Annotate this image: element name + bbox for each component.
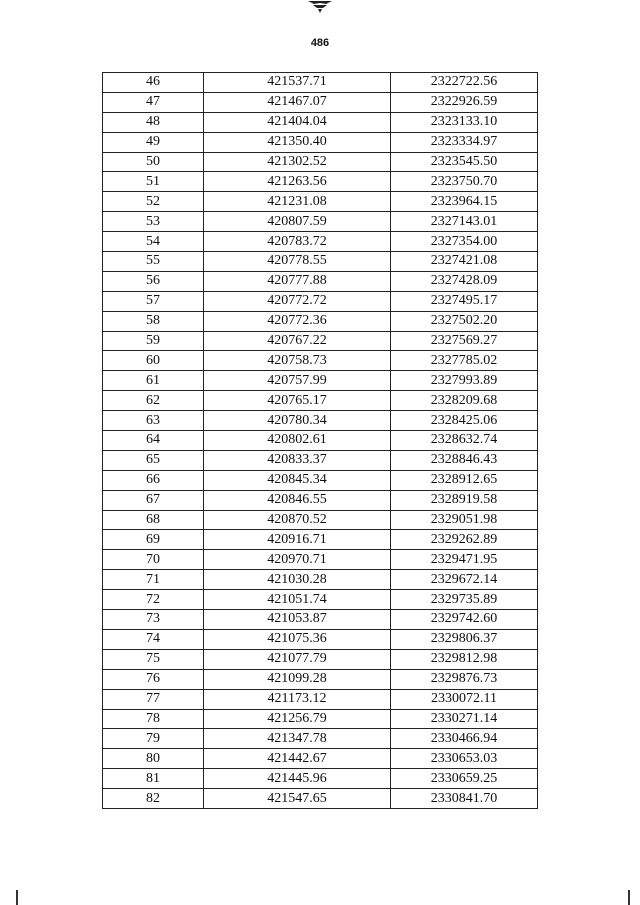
x-coordinate-cell: 420802.61: [204, 431, 391, 451]
point-number-cell: 67: [103, 490, 204, 510]
x-coordinate-cell: 420780.34: [204, 411, 391, 431]
x-coordinate-cell: 421442.67: [204, 749, 391, 769]
point-number-cell: 82: [103, 789, 204, 809]
y-coordinate-cell: 2327785.02: [391, 351, 538, 371]
point-number-cell: 52: [103, 192, 204, 212]
x-coordinate-cell: 420777.88: [204, 271, 391, 291]
point-number-cell: 56: [103, 271, 204, 291]
y-coordinate-cell: 2323750.70: [391, 172, 538, 192]
x-coordinate-cell: 421231.08: [204, 192, 391, 212]
y-coordinate-cell: 2329051.98: [391, 510, 538, 530]
x-coordinate-cell: 420970.71: [204, 550, 391, 570]
coordinates-table-body: [103, 73, 538, 809]
table-row: [103, 530, 538, 550]
x-coordinate-cell: 421404.04: [204, 112, 391, 132]
table-row: [103, 649, 538, 669]
point-number-cell: 55: [103, 252, 204, 272]
table-row: [103, 92, 538, 112]
x-coordinate-cell: 421099.28: [204, 669, 391, 689]
point-number-cell: 59: [103, 331, 204, 351]
table-row: [103, 749, 538, 769]
table-row: [103, 510, 538, 530]
point-number-cell: 63: [103, 411, 204, 431]
x-coordinate-cell: 420757.99: [204, 371, 391, 391]
x-coordinate-cell: 420916.71: [204, 530, 391, 550]
table-row: [103, 331, 538, 351]
x-coordinate-cell: 421467.07: [204, 92, 391, 112]
y-coordinate-cell: 2329262.89: [391, 530, 538, 550]
table-row: [103, 629, 538, 649]
point-number-cell: 76: [103, 669, 204, 689]
point-number-cell: 71: [103, 570, 204, 590]
point-number-cell: 47: [103, 92, 204, 112]
table-row: [103, 112, 538, 132]
y-coordinate-cell: 2330271.14: [391, 709, 538, 729]
table-row: [103, 192, 538, 212]
y-coordinate-cell: 2328425.06: [391, 411, 538, 431]
point-number-cell: 49: [103, 132, 204, 152]
y-coordinate-cell: 2323133.10: [391, 112, 538, 132]
y-coordinate-cell: 2329806.37: [391, 629, 538, 649]
table-row: [103, 450, 538, 470]
y-coordinate-cell: 2322926.59: [391, 92, 538, 112]
table-row: [103, 689, 538, 709]
table-row: [103, 431, 538, 451]
point-number-cell: 57: [103, 291, 204, 311]
y-coordinate-cell: 2328209.68: [391, 391, 538, 411]
y-coordinate-cell: 2330072.11: [391, 689, 538, 709]
x-coordinate-cell: 420772.72: [204, 291, 391, 311]
y-coordinate-cell: 2323964.15: [391, 192, 538, 212]
page-edge-mark-right: [628, 890, 630, 905]
x-coordinate-cell: 421537.71: [204, 73, 391, 93]
x-coordinate-cell: 421445.96: [204, 769, 391, 789]
y-coordinate-cell: 2330653.03: [391, 749, 538, 769]
table-row: [103, 709, 538, 729]
point-number-cell: 80: [103, 749, 204, 769]
point-number-cell: 81: [103, 769, 204, 789]
y-coordinate-cell: 2330841.70: [391, 789, 538, 809]
table-row: [103, 411, 538, 431]
table-row: [103, 550, 538, 570]
table-row: [103, 152, 538, 172]
table-row: [103, 570, 538, 590]
point-number-cell: 77: [103, 689, 204, 709]
table-row: [103, 73, 538, 93]
point-number-cell: 78: [103, 709, 204, 729]
x-coordinate-cell: 421347.78: [204, 729, 391, 749]
y-coordinate-cell: 2327421.08: [391, 252, 538, 272]
y-coordinate-cell: 2323545.50: [391, 152, 538, 172]
point-number-cell: 75: [103, 649, 204, 669]
point-number-cell: 70: [103, 550, 204, 570]
point-number-cell: 50: [103, 152, 204, 172]
y-coordinate-cell: 2328919.58: [391, 490, 538, 510]
y-coordinate-cell: 2327428.09: [391, 271, 538, 291]
table-row: [103, 610, 538, 630]
point-number-cell: 73: [103, 610, 204, 630]
x-coordinate-cell: 421030.28: [204, 570, 391, 590]
table-row: [103, 789, 538, 809]
y-coordinate-cell: 2327143.01: [391, 212, 538, 232]
point-number-cell: 68: [103, 510, 204, 530]
y-coordinate-cell: 2329672.14: [391, 570, 538, 590]
table-row: [103, 252, 538, 272]
point-number-cell: 54: [103, 232, 204, 252]
y-coordinate-cell: 2328912.65: [391, 470, 538, 490]
x-coordinate-cell: 421075.36: [204, 629, 391, 649]
point-number-cell: 66: [103, 470, 204, 490]
point-number-cell: 58: [103, 311, 204, 331]
table-row: [103, 729, 538, 749]
page-edge-mark-left: [16, 890, 18, 905]
x-coordinate-cell: 420765.17: [204, 391, 391, 411]
table-row: [103, 351, 538, 371]
y-coordinate-cell: 2327993.89: [391, 371, 538, 391]
x-coordinate-cell: 421350.40: [204, 132, 391, 152]
point-number-cell: 48: [103, 112, 204, 132]
x-coordinate-cell: 420778.55: [204, 252, 391, 272]
x-coordinate-cell: 420845.34: [204, 470, 391, 490]
point-number-cell: 74: [103, 629, 204, 649]
point-number-cell: 72: [103, 590, 204, 610]
page-number: 486: [310, 37, 330, 49]
table-row: [103, 311, 538, 331]
y-coordinate-cell: 2329742.60: [391, 610, 538, 630]
y-coordinate-cell: 2328846.43: [391, 450, 538, 470]
x-coordinate-cell: 420807.59: [204, 212, 391, 232]
x-coordinate-cell: 420772.36: [204, 311, 391, 331]
table-row: [103, 172, 538, 192]
y-coordinate-cell: 2329735.89: [391, 590, 538, 610]
point-number-cell: 46: [103, 73, 204, 93]
point-number-cell: 53: [103, 212, 204, 232]
y-coordinate-cell: 2327354.00: [391, 232, 538, 252]
y-coordinate-cell: 2330659.25: [391, 769, 538, 789]
point-number-cell: 62: [103, 391, 204, 411]
x-coordinate-cell: 421263.56: [204, 172, 391, 192]
table-row: [103, 470, 538, 490]
emblem-icon: [306, 0, 334, 14]
x-coordinate-cell: 421547.65: [204, 789, 391, 809]
x-coordinate-cell: 420833.37: [204, 450, 391, 470]
table-row: [103, 391, 538, 411]
table-row: [103, 132, 538, 152]
table-row: [103, 669, 538, 689]
x-coordinate-cell: 421053.87: [204, 610, 391, 630]
point-number-cell: 69: [103, 530, 204, 550]
y-coordinate-cell: 2323334.97: [391, 132, 538, 152]
table-row: [103, 271, 538, 291]
table-row: [103, 232, 538, 252]
table-row: [103, 490, 538, 510]
y-coordinate-cell: 2327502.20: [391, 311, 538, 331]
x-coordinate-cell: 420767.22: [204, 331, 391, 351]
table-row: [103, 212, 538, 232]
y-coordinate-cell: 2330466.94: [391, 729, 538, 749]
point-number-cell: 60: [103, 351, 204, 371]
y-coordinate-cell: 2329812.98: [391, 649, 538, 669]
table-row: [103, 371, 538, 391]
table-row: [103, 769, 538, 789]
coordinates-table: [102, 72, 538, 809]
point-number-cell: 65: [103, 450, 204, 470]
x-coordinate-cell: 421256.79: [204, 709, 391, 729]
y-coordinate-cell: 2328632.74: [391, 431, 538, 451]
table-row: [103, 590, 538, 610]
y-coordinate-cell: 2329471.95: [391, 550, 538, 570]
point-number-cell: 51: [103, 172, 204, 192]
x-coordinate-cell: 420783.72: [204, 232, 391, 252]
x-coordinate-cell: 421051.74: [204, 590, 391, 610]
point-number-cell: 61: [103, 371, 204, 391]
x-coordinate-cell: 421077.79: [204, 649, 391, 669]
y-coordinate-cell: 2327495.17: [391, 291, 538, 311]
x-coordinate-cell: 420758.73: [204, 351, 391, 371]
x-coordinate-cell: 420870.52: [204, 510, 391, 530]
point-number-cell: 79: [103, 729, 204, 749]
table-row: [103, 291, 538, 311]
y-coordinate-cell: 2327569.27: [391, 331, 538, 351]
x-coordinate-cell: 421173.12: [204, 689, 391, 709]
x-coordinate-cell: 421302.52: [204, 152, 391, 172]
y-coordinate-cell: 2322722.56: [391, 73, 538, 93]
y-coordinate-cell: 2329876.73: [391, 669, 538, 689]
point-number-cell: 64: [103, 431, 204, 451]
x-coordinate-cell: 420846.55: [204, 490, 391, 510]
